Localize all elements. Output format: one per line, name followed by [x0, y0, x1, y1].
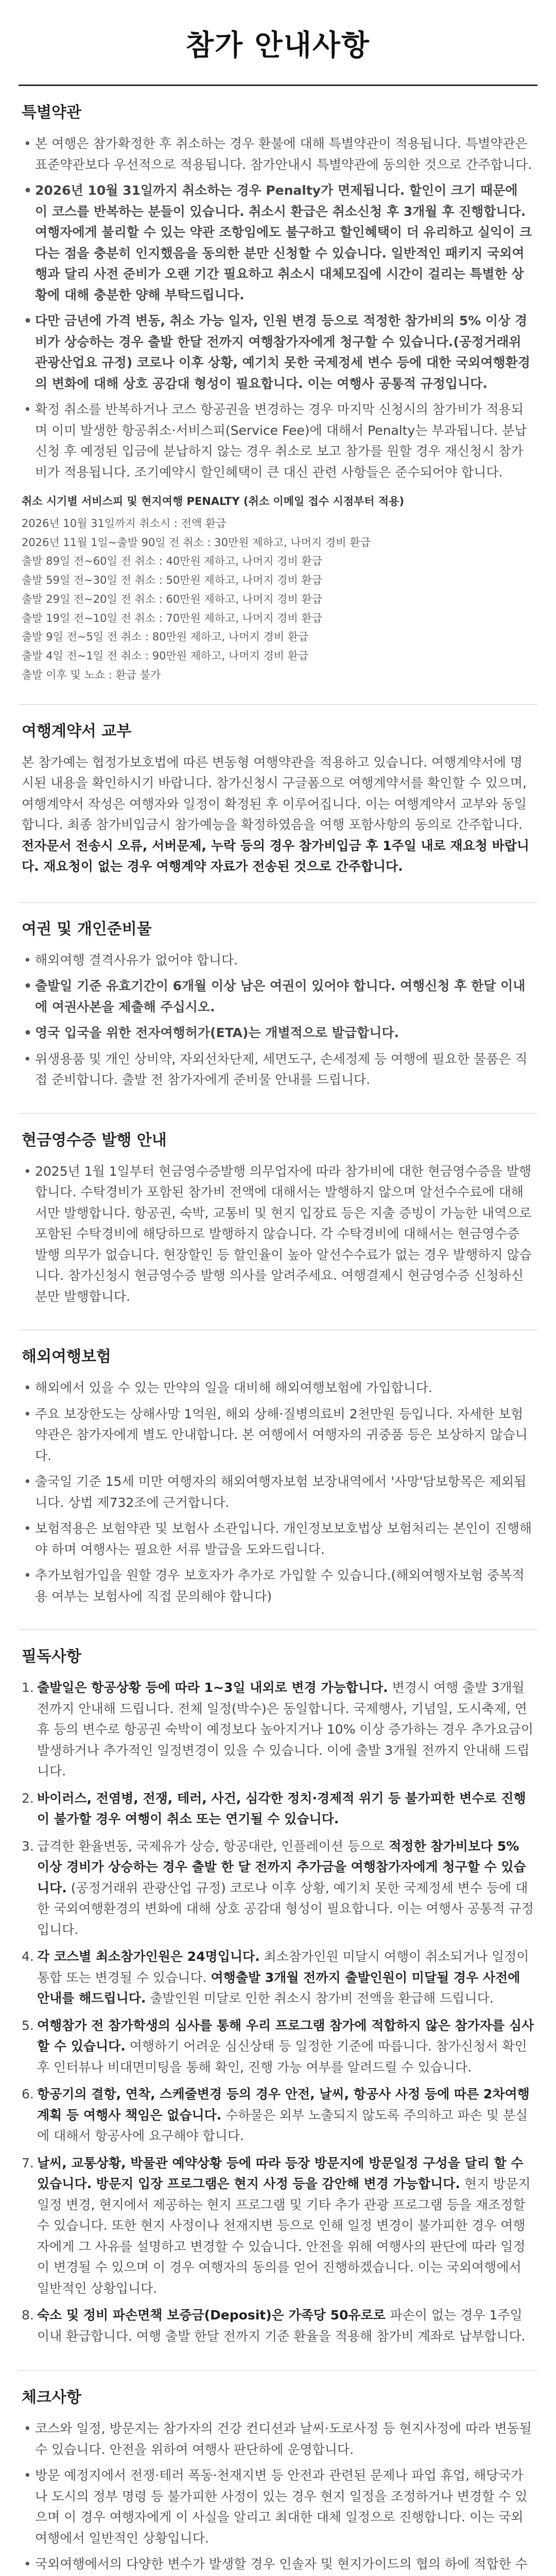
- item-bold: 각 코스별 최소참가인원은 24명입니다.: [37, 1949, 260, 1964]
- policy-line: 2026년 10월 31일까지 취소시 : 전액 환급: [22, 517, 227, 530]
- section-insurance: [19, 1330, 537, 1630]
- item-number: 1.: [22, 1680, 34, 1695]
- item-bold: 숙소 및 정비 파손면책 보증금(Deposit)은 가족당 50유로로: [37, 2308, 390, 2323]
- passport-list: [22, 950, 534, 1091]
- list-item: • 코스와 일정, 방문지는 참가자의 건강 컨디션과 날씨·도로사정 등 현지사정에 따라 변동될 수 있습니다. 안전을 위하여 여행사 판단하에 운영합니다.: [22, 2418, 534, 2460]
- list-item: • 해외에서 있을 수 있는 만약의 일을 대비해 해외여행보험에 가입합니다.: [22, 1378, 534, 1399]
- list-item: • 추가보험가입을 원할 경우 보호자가 추가로 가입할 수 있습니다.(해외여행자보험 중복적용 여부는 보험사에 직접 문의해야 합니다): [22, 1565, 534, 1607]
- policy-line: 출발 9일 전~5일 전 취소 : 80만원 제하고, 나머지 경비 환급: [22, 631, 309, 643]
- list-item: • 다만 금년에 가격 변동, 취소 가능 일자, 인원 변경 등으로 적정한 참가비의 5% 이상 경비가 상승하는 경우 출발 한달 전까지 여행참가자에게 청구할 수 있습니다.(공정거래위 관광산업요 규정) 코로나 이후 상황, 예기치 못한 국제정세 변수 등에 대한 국외여행환경의 변화에 대해 상호 공감대 형성이 필요합니다. 이는 여행사 공통적 규정입니다.: [22, 311, 534, 394]
- list-item: • 2026년 10월 31일까지 취소하는 경우 Penalty가 면제됩니다. 할인이 크기 때문에 이 코스를 반복하는 분들이 있습니다. 취소시 환급은 취소신청 후 3개월 후 진행합니다. 여행자에게 불리할 수 있는 약관 조항임에도 불구하고 할인혜택이 더 유리하고 실익이 크다는 점을 충분히 인지했음을 동의한 분만 신청할 수 있습니다. 일반적인 패키지 국외여행과 달리 사전 준비가 오랜 기간 필요하고 취소시 대체모집에 시간이 걸리는 특별한 상황에 대해 충분한 양해 부탁드립니다.: [22, 180, 534, 306]
- list-item: • 위생용품 및 개인 상비약, 자외선차단제, 세면도구, 손세정제 등 여행에 필요한 물품은 직접 준비합니다. 출발 전 참가자에게 준비물 안내를 드립니다.: [22, 1049, 534, 1091]
- list-item: [22, 1788, 534, 1830]
- cancellation-policy: [22, 492, 534, 685]
- section-checklist: [19, 2371, 537, 2576]
- list-item: • 국외여행에서의 다양한 변수가 발생할 경우 인솔자 및 현지가이드의 협의 하에 적합한 수: [22, 2554, 534, 2576]
- item-number: 4.: [22, 1949, 34, 1964]
- section-title: 필독사항: [22, 1648, 81, 1666]
- receipt-list: [22, 1161, 534, 1308]
- section-title: 해외여행보험: [22, 1348, 111, 1366]
- insurance-list: [22, 1378, 534, 1607]
- contract-bold: 전자문서 전송시 오류, 서버문제, 누락 등의 경우 참가비입금 후 1주일 내로 재요청 바랍니다. 재요청이 없는 경우 여행계약 자료가 전송된 것으로 간주합니다.: [22, 838, 530, 874]
- item-number: 2.: [22, 1790, 34, 1806]
- list-item: • 본 여행은 참가확정한 후 취소하는 경우 환불에 대해 특별약관이 적용됩니다. 특별약관은 표준약관보다 우선적으로 적용됩니다. 참가안내시 특별약관에 동의한 것으로 간주합니다.: [22, 133, 534, 175]
- item-bold: 항공기의 결항, 연착, 스케줄변경 등의 경우 안전, 날씨, 항공사 사정 등에 따른 2차여행 계획 등 여행사 책임은 없습니다.: [37, 2087, 530, 2123]
- list-item: [22, 2015, 534, 2078]
- list-item: • 해외여행 결격사유가 없어야 합니다.: [22, 950, 534, 971]
- list-item: [22, 2305, 534, 2347]
- policy-line: 출발 89일 전~60일 전 취소 : 40만원 제하고, 나머지 경비 환급: [22, 555, 322, 568]
- contract-text: [22, 752, 534, 877]
- item-text: 현지 방문지 일정 변경, 현지에서 제공하는 현지 프로그램 및 기타 추가 관광 프로그램 등을 재조정할 수 있습니다. 또한 현지 사정이나 천재지변 등으로 인해 일정 변경이 불가피한 경우 여행자에게 그 사유를 설명하고 변경할 수 있습니다. 안전을 위해 여행사의 판단에 따라 일정이 변경될 수 있으며 이 경우 여행자의 동의를 얻어 진행하겠습니다. 이는 국외여행에서 일반적인 상황입니다.: [37, 2176, 531, 2296]
- section-title: 여행계약서 교부: [22, 722, 132, 740]
- item-text: 변경시 여행 출발 3개월 전까지 안내해 드립니다. 전체 일정(박수)은 동일합니다. 국제행사, 기념일, 도시축제, 연휴 등의 변수로 항공권 숙박이 예정보다 높아지거나 10% 이상 증가하는 경우 추가요금이 발생하거나 추가적인 일정변경이 있을 수 있습니다. 이에 출발 3개월 전까지 안내해 드립니다.: [37, 1680, 534, 1778]
- contract-body: 본 참가예는 협정가보호법에 따른 변동형 여행약관을 적용하고 있습니다. 여행계약서에 명시된 내용을 확인하시기 바랍니다. 참가신청시 구글폼으로 여행계약서를 확인할 수 있으며, 여행계약서 작성은 여행자와 일정이 확정된 후 이루어집니다. 이는 여행계약서 교부와 동일합니다. 최종 참가비입금시 참가예능을 확정하였음을 여행 포함사항의 동의로 간주합니다.: [22, 754, 527, 832]
- list-item: [22, 2153, 534, 2299]
- item-text: 여행하기 어려운 심신상태 등 일정한 기준에 따릅니다. 참가신청서 확인 후 인터뷰나 비대면미팅을 통해 확인, 진행 가능 여부를 알려드릴 수 있습니다.: [37, 2039, 527, 2075]
- list-item: [22, 1836, 534, 1941]
- list-item: • 방문 예정지에서 전쟁·테러 폭동·천재지변 등 안전과 관련된 문제나 파업 휴업, 해당국가나 도시의 정부 명령 등 불가피한 사정이 있는 경우 현지 일정을 조정하거나 변경할 수 있으며 이 경우 여행자에게 이 사실을 알리고 최대한 대체 일정으로 진행합니다. 이는 국외여행에서 일반적인 상황입니다.: [22, 2465, 534, 2549]
- policy-line: 2026년 11월 1일~출발 90일 전 취소 : 30만원 제하고, 나머지 경비 환급: [22, 536, 371, 549]
- section-title: 특별약관: [22, 104, 81, 122]
- list-item: [22, 1946, 534, 2009]
- section-title: 현금영수증 발행 안내: [22, 1131, 167, 1149]
- item-text: 파손이 없는 경우 1주일 이내 환급합니다. 여행 출발 한달 전까지 기준 환율을 적용해 참가비 계좌로 납부합니다.: [37, 2308, 526, 2344]
- section-title: 여권 및 개인준비물: [22, 920, 152, 938]
- special-terms-list: [22, 133, 534, 483]
- section-must-read: [19, 1630, 537, 2371]
- section-special-terms: [19, 86, 537, 705]
- policy-line: 출발 4일 전~1일 전 취소 : 90만원 제하고, 나머지 경비 환급: [22, 650, 309, 662]
- list-item: • 출발일 기준 유효기간이 6개월 이상 남은 여권이 있어야 합니다. 여행신청 후 한달 이내에 여권사본을 제출해 주십시오.: [22, 976, 534, 1018]
- checklist-list: [22, 2418, 534, 2576]
- item-text: 출발인원 미달로 인한 취소시 참가비 전액을 환급해 드립니다.: [146, 1991, 494, 2006]
- page-title: 참가 안내사항: [185, 29, 371, 62]
- list-item: • 출국일 기준 15세 미만 여행자의 해외여행자보험 보장내역에서 '사망'담보항목은 제외됩니다. 상법 제732조에 근거합니다.: [22, 1471, 534, 1513]
- must-read-list: [22, 1677, 534, 2347]
- item-text: 급격한 환율변동, 국제유가 상승, 항공대란, 인플레이션 등으로: [37, 1838, 389, 1854]
- section-title: 체크사항: [22, 2388, 81, 2406]
- item-number: 7.: [22, 2155, 34, 2171]
- list-item: • 보험적용은 보험약관 및 보험사 소관입니다. 개인정보보호법상 보험처리는 본인이 진행해야 하며 여행사는 필요한 서류 발급을 도와드립니다.: [22, 1518, 534, 1560]
- item-bold: 여행출발 3개월 전까지 출발인원이 미달될 경우 사전에 안내를 해드립니다.: [37, 1970, 520, 2006]
- item-number: 6.: [22, 2087, 34, 2102]
- item-text: 수하물은 외부 노출되지 않도록 주의하고 파손 및 분실에 대해서 항공사에 요구해야 합니다.: [37, 2107, 528, 2143]
- item-text: 최소참가인원 미달시 여행이 취소되거나 일정이 통합 또는 변경될 수 있습니다.: [37, 1949, 529, 1985]
- policy-line: 출발 59일 전~30일 전 취소 : 50만원 제하고, 나머지 경비 환급: [22, 574, 322, 586]
- list-item: • 2025년 1월 1일부터 현금영수증발행 의무업자에 따라 참가비에 대한 현금영수증을 발행합니다. 수탁경비가 포함된 참가비 전액에 대해서는 발행하지 않으며 알선수수료에 대해서만 발행합니다. 항공권, 숙박, 교통비 및 현지 입장료 등은 지출 증빙이 가능한 내역으로 포함된 수탁경비에 해당하므로 발행하지 않습니다. 각 수탁경비에 대해서는 현금영수증 발행 의무가 없습니다. 현장할인 등 할인율이 높아 알선수수료가 없는 경우 발행하지 않습니다. 참가신청시 현금영수증 발행 의사를 알려주세요. 여행결제시 현금영수증 신청하신 분만 발행합니다.: [22, 1161, 534, 1308]
- item-number: 3.: [22, 1838, 34, 1854]
- policy-line: 출발 이후 및 노쇼 : 환급 불가: [22, 668, 161, 681]
- item-number: 8.: [22, 2308, 34, 2323]
- policy-line: 출발 19일 전~10일 전 취소 : 70만원 제하고, 나머지 경비 환급: [22, 612, 322, 624]
- section-receipt: [19, 1114, 537, 1331]
- list-item: [22, 2084, 534, 2147]
- list-item: [22, 1677, 534, 1782]
- section-contract: [19, 705, 537, 903]
- list-item: • 주요 보장한도는 상해사망 1억원, 해외 상해·질병의료비 2천만원 등입니다. 자세한 보험약관은 참가자에게 별도 안내합니다. 본 여행에서 여행자의 귀중품 등은 보상하지 않습니다.: [22, 1404, 534, 1467]
- list-item: • 확정 취소를 반복하거나 코스 항공권을 변경하는 경우 마지막 신청시의 참가비가 적용되며 이미 발생한 항공취소·서비스피(Service Fee)에 대해서 Penalty는 부과됩니다. 분납신청 후 예정된 입금에 분납하지 않는 경우 취소로 보고 참가를 원할 경우 재신청시 참가비가 적용됩니다. 조기예약시 할인혜택이 큰 대신 관련 사항들은 준수되어야 합니다.: [22, 399, 534, 483]
- item-bold: 적정한 참가비보다 5% 이상 경비가 상승하는 경우 출발 한 달 전까지 추가금을 여행참가자에게 청구할 수 있습니다.: [37, 1838, 526, 1895]
- item-number: 5.: [22, 2018, 34, 2033]
- list-item: • 영국 입국을 위한 전자여행허가(ETA)는 개별적으로 발급합니다.: [22, 1023, 534, 1044]
- item-bold: 출발일은 항공상황 등에 따라 1~3일 내외로 변경 가능합니다.: [37, 1680, 388, 1695]
- item-bold: 여행참가 전 참가학생의 심사를 통해 우리 프로그램 참가에 적합하지 않은 참가자를 심사할 수 있습니다.: [37, 2018, 534, 2054]
- policy-header: 취소 시기별 서비스피 및 현지여행 PENALTY (취소 이메일 접수 시점부터 적용): [22, 495, 405, 507]
- item-bold: 바이러스, 전염병, 전쟁, 테러, 사건, 심각한 정치·경제적 위기 등 불가피한 변수로 진행이 불가할 경우 여행이 취소 또는 연기될 수 있습니다.: [37, 1790, 526, 1826]
- item-bold: 날씨, 교통상황, 박물관 예약상황 등에 따라 등장 방문지에 방문일정 구성을 달리 할 수 있습니다. 방문지 입장 프로그램은 현지 사정 등을 감안해 변경 가능합니다.: [37, 2155, 524, 2191]
- item-text: (공정거래위 관광산업 규정) 코로나 이후 상황, 예기치 못한 국제정세 변수 등에 대한 국외여행환경의 변화에 대해 상호 공감대 형성이 필요합니다. 이는 여행사 공통적 규정입니다.: [37, 1880, 534, 1937]
- section-passport: [19, 903, 537, 1114]
- policy-line: 출발 29일 전~20일 전 취소 : 60만원 제하고, 나머지 경비 환급: [22, 592, 322, 605]
